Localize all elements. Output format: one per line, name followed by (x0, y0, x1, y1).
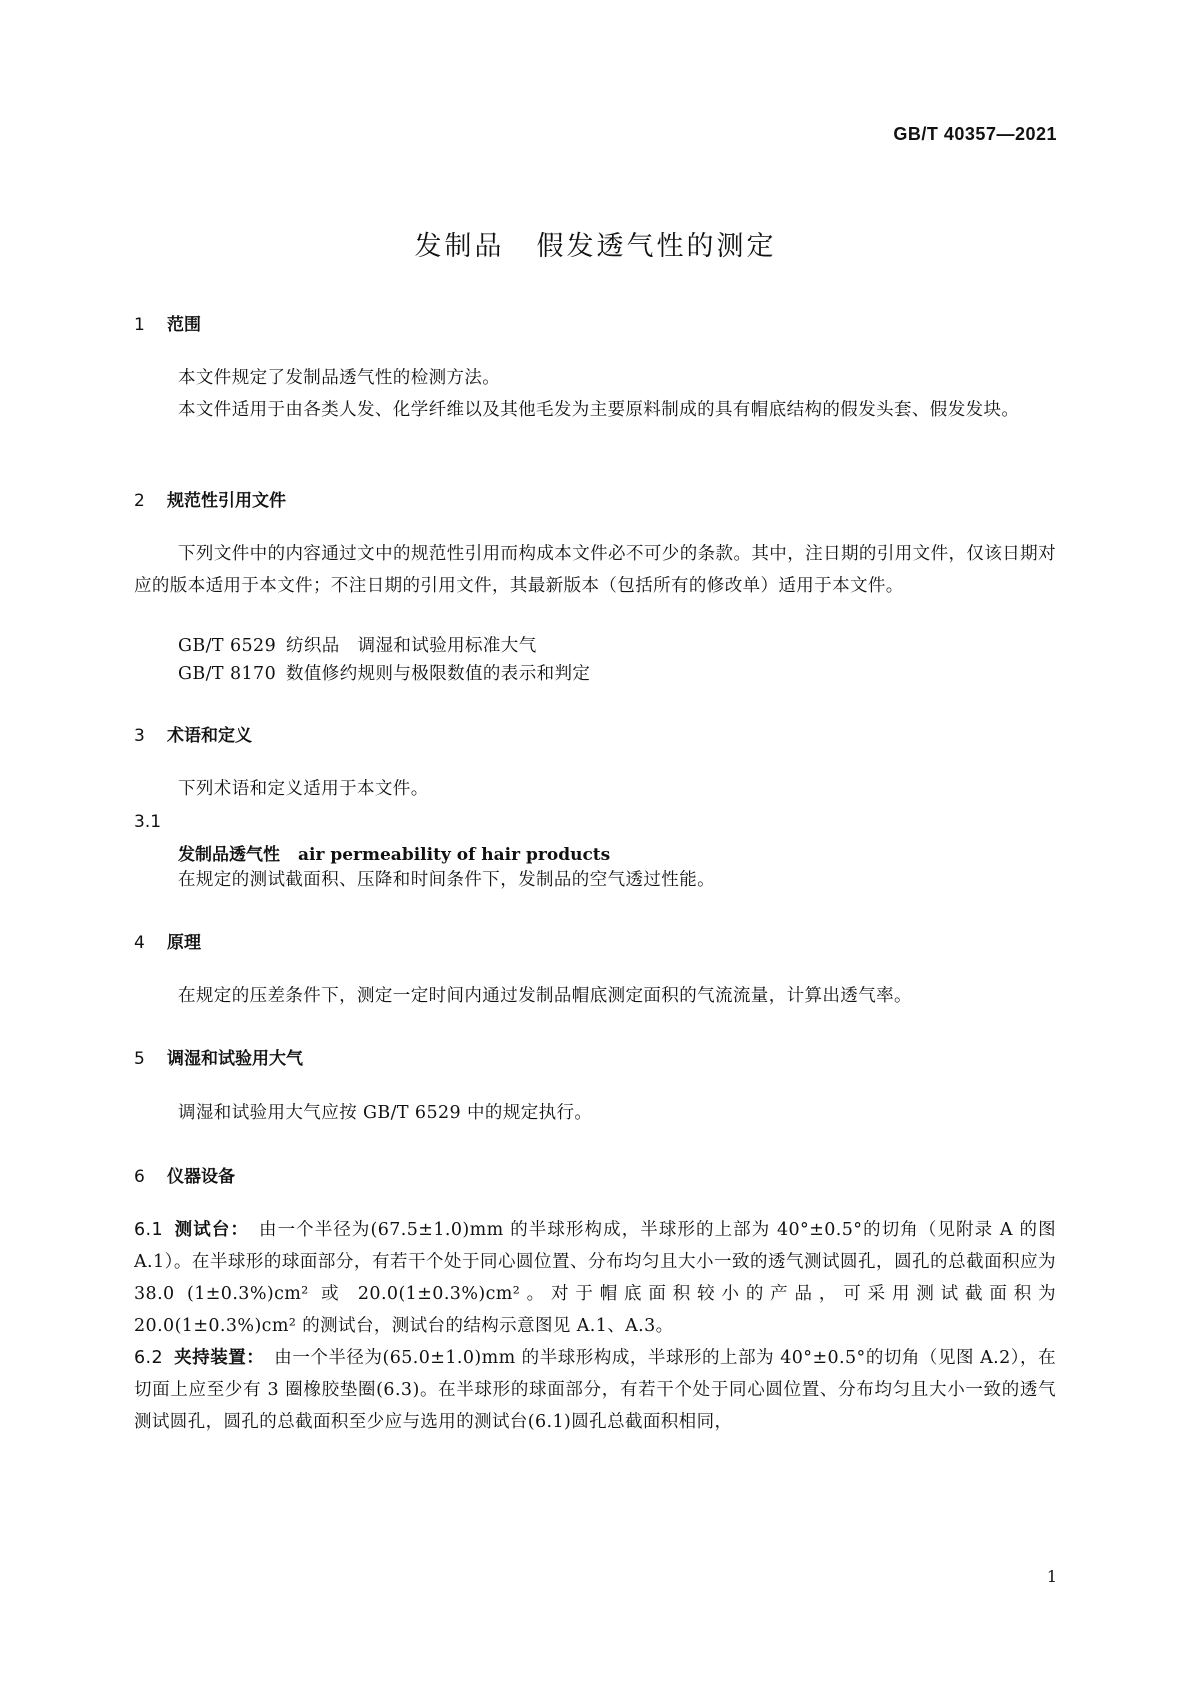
clause-6-1: 6.1 测试台： 由一个半径为(67.5±1.0)mm 的半球形构成，半球形的上部为 40°±0.5°的切角（见附录 A 的图 A.1）。在半球形的球面部分，有若干个处于同心圆位置、分布均匀且大小一致的透气测试圆孔，圆孔的总截面积应为 38.0 (1±0.3%)cm² 或 20.0(1±0.3%)cm²。对于帽底面积较小的产品，可采用测试截面积为 20.0(1±0.3%)cm² 的测试台，测试台的结构示意图见 A.1、A.3。 (134, 1220, 1056, 1336)
title-part-1: 发制品 (414, 231, 505, 262)
section-heading-2: 2 规范性引用文件 (134, 491, 286, 511)
paragraph: 在规定的压差条件下，测定一定时间内通过发制品帽底测定面积的气流流量，计算出透气率。 (178, 986, 912, 1006)
section-heading-5: 5 调湿和试验用大气 (134, 1049, 303, 1069)
reference-item: GB/T 6529 纺织品 调湿和试验用标准大气 (178, 636, 537, 656)
page-number: 1 (1046, 1567, 1057, 1586)
section-heading-6: 6 仪器设备 (134, 1167, 235, 1187)
paragraph: 下列文件中的内容通过文中的规范性引用而构成本文件必不可少的条款。其中，注日期的引用文件，仅该日期对应的版本适用于本文件；不注日期的引用文件，其最新版本（包括所有的修改单）适用于本文件。 (134, 544, 1056, 596)
paragraph: 本文件规定了发制品透气性的检测方法。 (178, 368, 501, 388)
standard-number: GB/T 40357—2021 (893, 124, 1057, 144)
reference-item: GB/T 8170 数值修约规则与极限数值的表示和判定 (178, 664, 591, 684)
paragraph: 调湿和试验用大气应按 GB/T 6529 中的规定执行。 (178, 1103, 593, 1123)
title-part-2: 假发透气性的测定 (536, 231, 777, 262)
term-number: 3.1 (134, 812, 162, 832)
term-chinese: 发制品透气性 (178, 845, 280, 865)
section-heading-1: 1 范围 (134, 315, 201, 335)
term-entry (178, 840, 610, 865)
section-heading-3: 3 术语和定义 (134, 726, 252, 746)
paragraph: 下列术语和定义适用于本文件。 (178, 779, 429, 799)
clause-6-2: 6.2 夹持装置： 由一个半径为(65.0±1.0)mm 的半球形构成，半球形的上部为 40°±0.5°的切角（见图 A.2），在切面上应至少有 3 圈橡胶垫圈(6.3)。在半球形的球面部分，有若干个处于同心圆位置、分布均匀且大小一致的透气测试圆孔，圆孔的总截面积至少应与选用的测试台(6.1)圆孔总截面积相同， (134, 1348, 1056, 1432)
section-heading-4: 4 原理 (134, 933, 201, 953)
term-english: air permeability of hair products (298, 845, 611, 865)
document-title (0, 224, 1191, 263)
term-definition: 在规定的测试截面积、压降和时间条件下，发制品的空气透过性能。 (178, 870, 715, 890)
paragraph: 本文件适用于由各类人发、化学纤维以及其他毛发为主要原料制成的具有帽底结构的假发头套、假发发块。 (178, 400, 1020, 420)
